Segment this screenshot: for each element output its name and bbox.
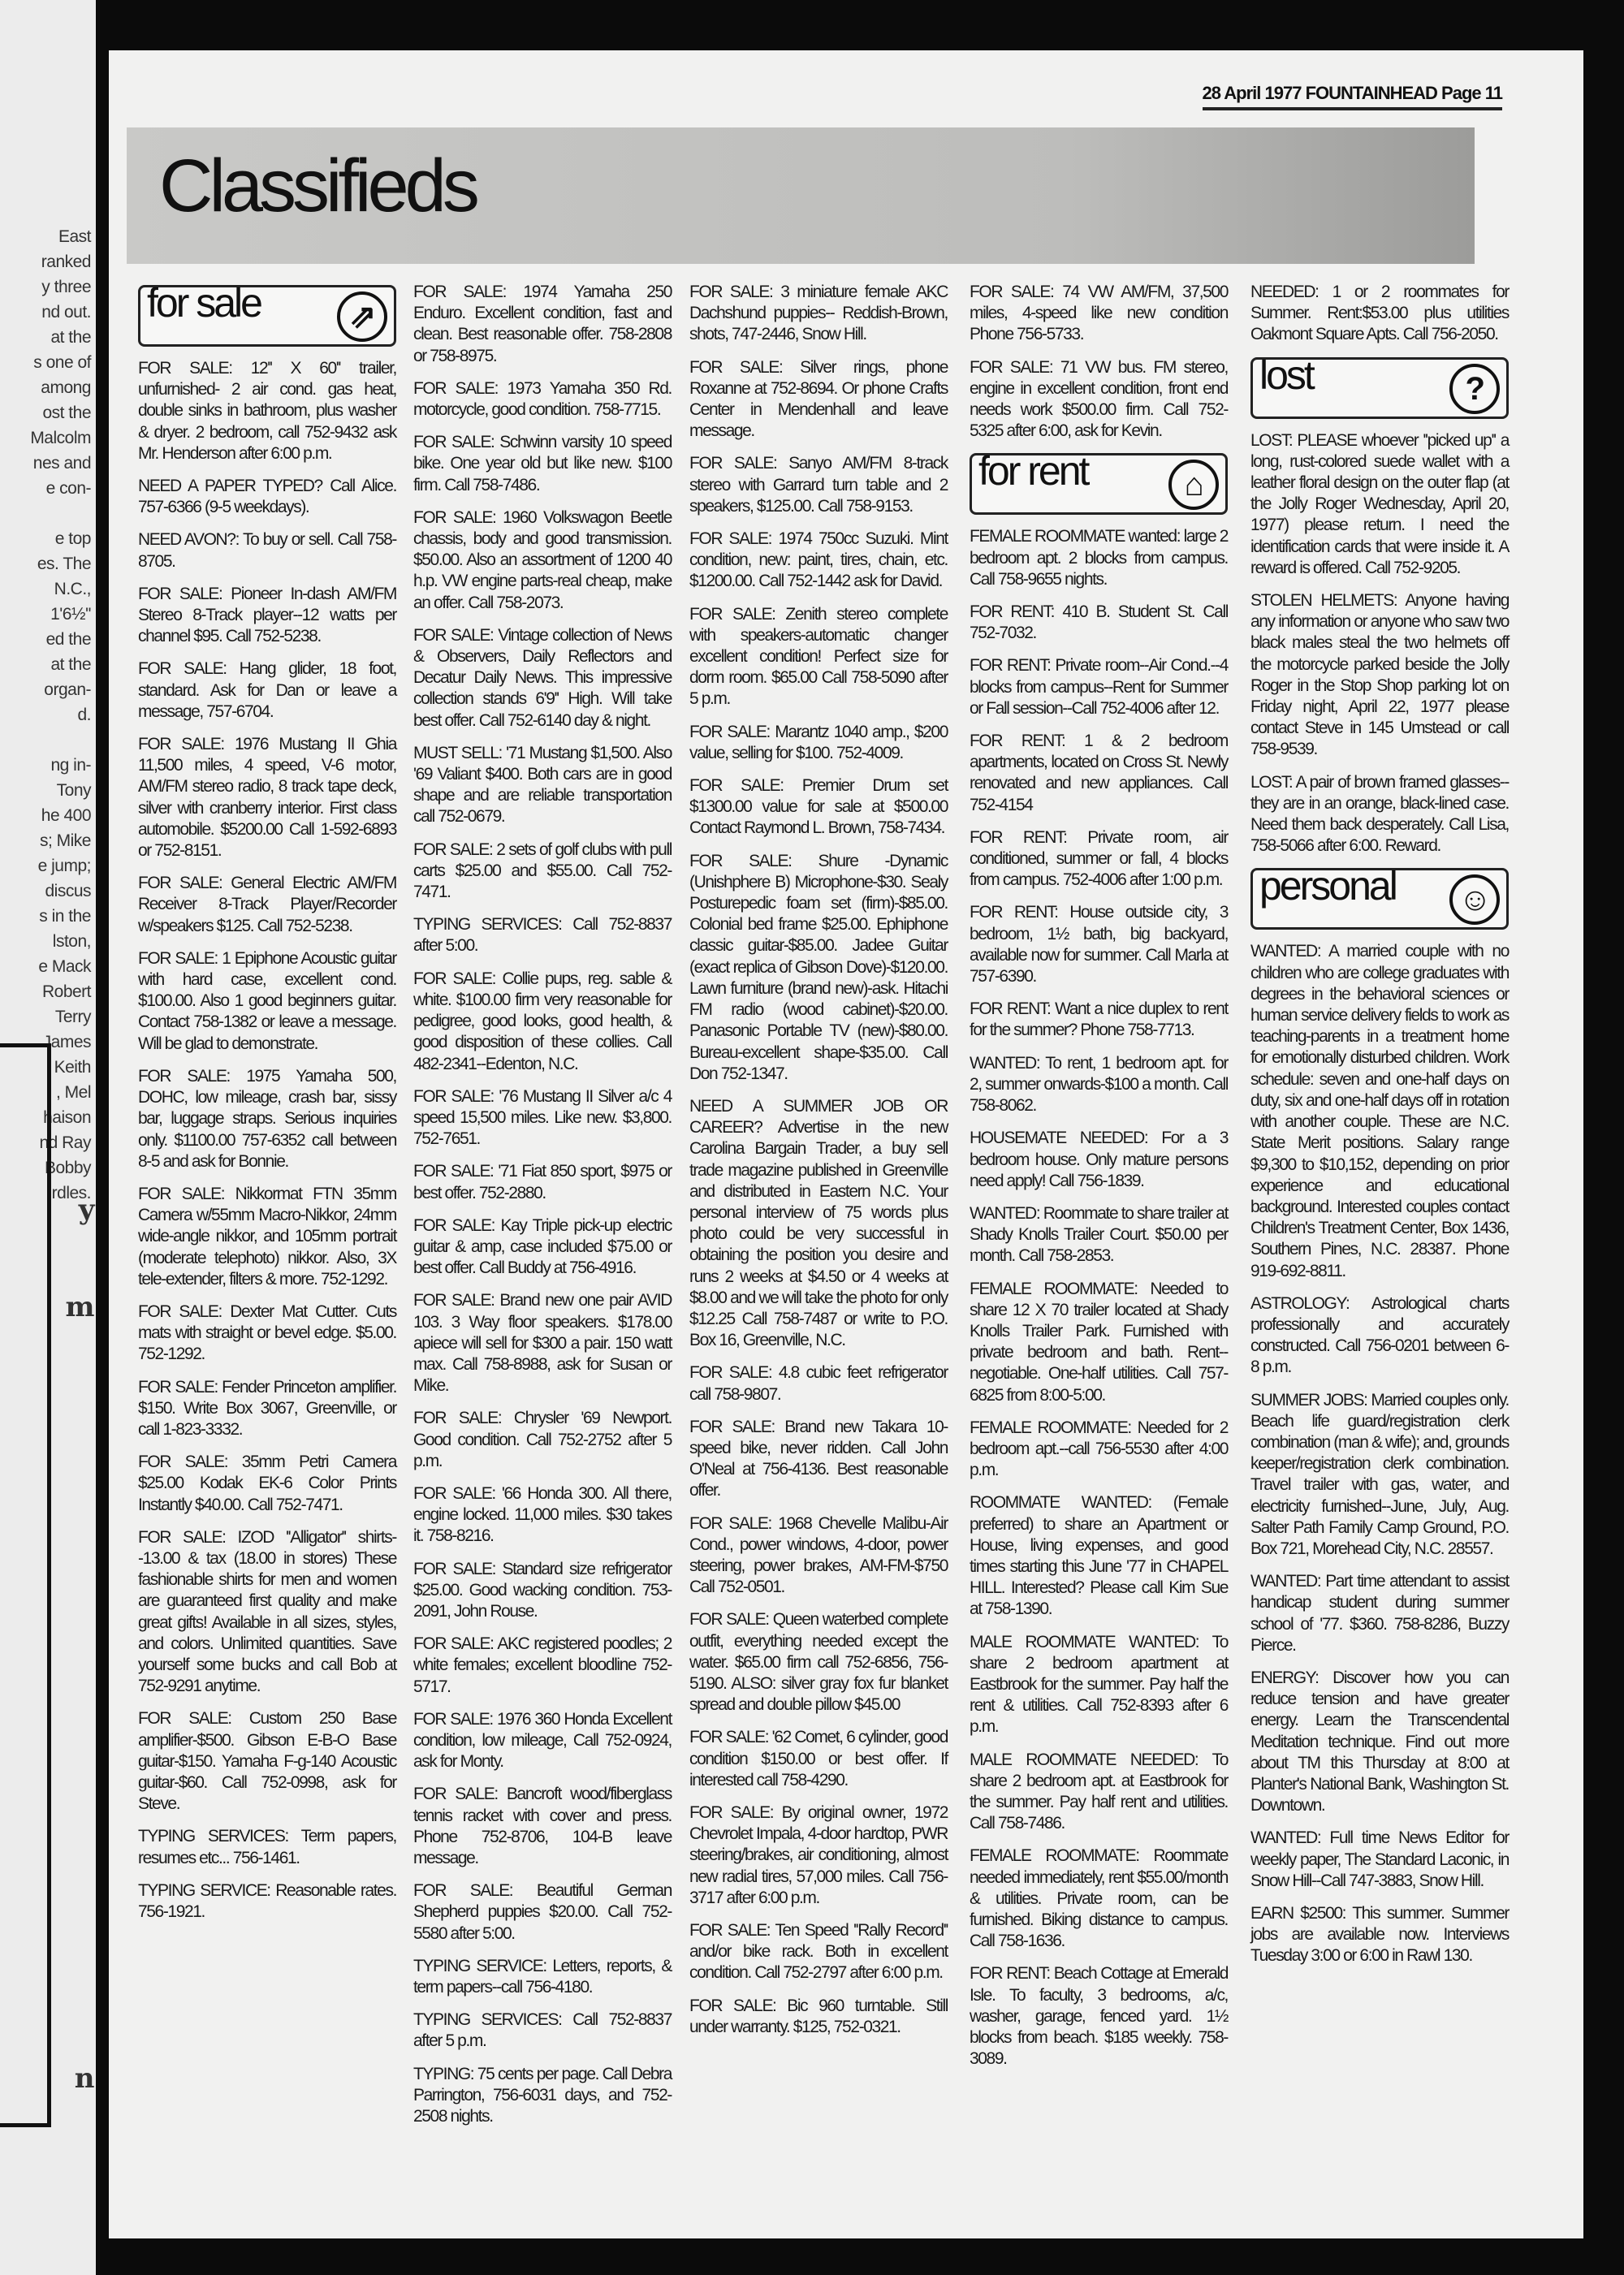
section-header-for-sale — [138, 280, 396, 347]
previous-page-text-fragment: ost the — [42, 404, 91, 422]
previous-page-text-fragment: at the — [50, 328, 91, 347]
classified-ad: TYPING SERVICES: Term papers, resumes etc... 756-1461. — [138, 1827, 396, 1867]
classified-ad: FOR SALE: Brand new one pair AVID 103. 3 Way floor speakers. $178.00 apiece will sell for $300 a pair. 150 watt max. Call 758-8988, ask for Susan or Mike. — [413, 1291, 672, 1396]
classified-ad: HOUSEMATE NEEDED: For a 3 bedroom house. Only mature persons need apply! Call 756-1839. — [970, 1129, 1228, 1190]
classified-ad: FOR SALE: 1973 Yamaha 350 Rd. motorcycle, good condition. 758-7715. — [413, 378, 672, 420]
classified-ad: FOR SALE: 1974 Yamaha 250 Enduro. Excellent condition, fast and clean. Best reasonable offer. 758-2808 or 758-8975. — [413, 283, 672, 365]
classified-ad: FOR SALE: Pioneer In-dash AM/FM Stereo 8-Track player--12 watts per channel $95. Call 752-5238. — [138, 584, 396, 646]
classified-ad: FOR SALE: Beautiful German Shepherd puppies $20.00. Call 752-5580 after 5:00. — [413, 1881, 672, 1943]
classified-ad: FEMALE ROOMMATE: Needed to share 12 X 70 trailer located at Shady Knolls Trailer Park. Furnished with private bedroom and bath. Rent--negotiable. One-half utilities. Call 757-6825 from 8:00-5:00. — [970, 1279, 1228, 1405]
classified-ad: FOR SALE: 3 miniature female AKC Dachshund puppies-- Reddish-Brown, shots, 747-2446, Snow Hill. — [689, 283, 948, 344]
previous-page-text-fragment: es. The — [37, 555, 91, 573]
classified-ad: ASTROLOGY: Astrological charts professionally and accurately constructed. Call 756-0201 between 6-8 p.m. — [1250, 1293, 1509, 1377]
classified-ad: ENERGY: Discover how you can reduce tension and have greater energy. Learn the Transcendental Meditation technique. Find out more about TM this Thursday at 8:00 at Planter's National Bank, Washington St. Downtown. — [1250, 1668, 1509, 1815]
previous-page-headline-fragment: n — [74, 2062, 94, 2095]
classified-ad: STOLEN HELMETS: Anyone having any information or anyone who saw two black males steal the two helmets off the motorcycle parked beside the Jolly Roger in the Stop Shop parking lot on Friday night, April 22, 1977 please contact Steve in 145 Umstead or call 758-9539. — [1250, 591, 1509, 759]
section-label: personal — [1259, 863, 1396, 909]
previous-page-text-fragment: s one of — [33, 353, 91, 372]
previous-page-text-fragment: N.C., — [54, 580, 91, 598]
previous-page-text-fragment: Keith — [54, 1058, 91, 1077]
previous-page-text-fragment: ranked — [41, 253, 91, 271]
classified-ad: FOR SALE: AKC registered poodles; 2 white females; excellent bloodline 752-5717. — [413, 1634, 672, 1696]
classified-ad: FOR SALE: 1 Epiphone Acoustic guitar with hard case, excellent cond. $100.00. Also 1 good beginners guitar. Contact 758-1382 or leave a message. Will be glad to demonstrate. — [138, 948, 396, 1053]
classified-ad: LOST: PLEASE whoever ''picked up'' a long, rust-colored suede wallet with a leather floral design on the outer flap (at the Jolly Roger Wednesday, April 20, 1977) please return. I need the identification cards that were inside it. A reward is offered. Call 752-9205. — [1250, 430, 1509, 577]
previous-page-text-fragment: discus — [45, 882, 91, 900]
previous-page-edge — [0, 0, 96, 2275]
previous-page-text-fragment: James — [42, 1033, 91, 1051]
classified-ad: FOR SALE: 1968 Chevelle Malibu-Air Cond., power windows, 4-door, power steering, power brakes, AM-FM-$750 Call 752-0501. — [689, 1513, 948, 1597]
column-4 — [970, 282, 1228, 2081]
previous-page-text-fragment: y three — [41, 278, 91, 296]
previous-page-headline-fragment: m — [65, 1291, 94, 1323]
classified-ad: WANTED: To rent, 1 bedroom apt. for 2, summer onwards-$100 a month. Call 758-8062. — [970, 1053, 1228, 1116]
classified-ad: TYPING SERVICE: Reasonable rates. 756-1921. — [138, 1880, 396, 1921]
classified-ad: NEEDED: 1 or 2 roommates for Summer. Rent:$53.00 plus utilities Oakmont Square Apts. Call 756-2050. — [1250, 283, 1509, 344]
previous-page-text-fragment: ng in- — [50, 756, 91, 775]
classified-ad: FOR SALE: Kay Triple pick-up electric guitar & amp, case included $75.00 or best offer. Call Buddy at 756-4916. — [413, 1215, 672, 1278]
classified-ad: FOR SALE: Vintage collection of News & Observers, Daily Reflectors and Decatur Daily News. This impressive collection stands 6'9'' High. Will take best offer. Call 752-6140 day & night. — [413, 625, 672, 730]
classified-ad: TYPING SERVICES: Call 752-8837 after 5:00. — [413, 915, 672, 956]
column-1 — [138, 282, 396, 1934]
previous-page-text-fragment: , Mel — [55, 1083, 91, 1102]
column-3 — [689, 282, 948, 2049]
classified-ad: FEMALE ROOMMATE wanted: large 2 bedroom apt. 2 blocks from campus. Call 758-9655 nights. — [970, 527, 1228, 589]
previous-page-text-fragment: nes and — [32, 454, 91, 473]
previous-page-headline-fragment: y — [78, 1194, 94, 1226]
classified-ad: LOST: A pair of brown framed glasses--they are in an orange, black-lined case. Need them back desperately. Call Lisa, 758-5066 after 6:00. Reward. — [1250, 772, 1509, 856]
previous-page-text-fragment: s; Mike — [39, 831, 91, 850]
classified-ad: WANTED: Roommate to share trailer at Shady Knolls Trailer Court. $50.00 per month. Call 758-2853. — [970, 1203, 1228, 1266]
classified-ad: FOR SALE: Brand new Takara 10-speed bike, never ridden. Call John O'Neal at 756-4136. Best reasonable offer. — [689, 1417, 948, 1500]
classified-ad: WANTED: Part time attendant to assist handicap student during summer school of '77. $360. 758-8286, Buzzy Pierce. — [1250, 1572, 1509, 1655]
classified-ad: FOR SALE: 1960 Volkswagon Beetle chassis, body and good transmission. $50.00. Also an assortment of 1200 40 h.p. VW engine parts-real cheap, make an offer. Call 758-2073. — [413, 507, 672, 612]
classified-ad: FOR RENT: Private room--Air Cond.--4 blocks from campus--Rent for Summer or Fall session--Call 752-4006 after 12. — [970, 656, 1228, 718]
previous-page-text-fragment: organ- — [44, 680, 91, 699]
classified-ad: TYPING: 75 cents per page. Call Debra Parrington, 756-6031 days, and 752-2508 nights. — [413, 2064, 672, 2126]
previous-page-text-fragment: Tony — [56, 781, 91, 800]
previous-page-text-fragment: e top — [54, 529, 91, 548]
classified-ad: FOR RENT: House outside city, 3 bedroom, 1½ bath, big backyard, available now for summer. Call Marla at 757-6390. — [970, 903, 1228, 986]
previous-page-text-fragment: Terry — [54, 1008, 91, 1026]
classified-ad: MALE ROOMMATE WANTED: To share 2 bedroom apartment at Eastbrook for the summer. Pay half the rent & utilities. Call 752-8393 after 6 p.m. — [970, 1632, 1228, 1737]
previous-page-text-fragment: rdles. — [51, 1184, 91, 1202]
classified-ad: NEED AVON?: To buy or sell. Call 758-8705. — [138, 530, 396, 571]
classified-ad: FOR SALE: 2 sets of golf clubs with pull carts $25.00 and $55.00. Call 752-7471. — [413, 840, 672, 902]
classified-ad: FEMALE ROOMMATE: Needed for 2 bedroom apt.--call 756-5530 after 4:00 p.m. — [970, 1418, 1228, 1480]
previous-page-text-fragment: Robert — [41, 982, 91, 1001]
classified-ad: FOR SALE: '66 Honda 300. All there, engine locked. 11,000 miles. $30 takes it. 758-8216. — [413, 1483, 672, 1546]
classified-ad: FOR RENT: Beach Cottage at Emerald Isle. To faculty, 3 bedrooms, a/c, washer, garage, fenced yard. 1½ blocks from beach. $185 weekly. 758-3089. — [970, 1964, 1228, 2069]
classified-ad: FOR SALE: Zenith stereo complete with speakers-automatic changer excellent condition! Perfect size for dorm room. $65.00 Call 758-5090 after 5 p.m. — [689, 604, 948, 709]
classified-ad: WANTED: A married couple with no children who are college graduates with degrees in the behavioral sciences or human service delivery fields to work as teaching-parents in a treatment home for emotionally disturbed children. Work schedule: seven and one-half days on duty, six and one-half days off in rotation with another couple. These are N.C. State Merit positions. Salary range $9,300 to $10,152, depending on prior experience and educational background. Interested couples contact Children's Treatment Center, Box 1436, Southern Pines, N.C. 28387. Phone 919-692-8811. — [1250, 942, 1509, 1280]
classified-ad: FOR SALE: '71 Fiat 850 sport, $975 or best offer. 752-2880. — [413, 1162, 672, 1202]
classified-ad: FOR SALE: 35mm Petri Camera $25.00 Kodak EK-6 Color Prints Instantly $40.00. Call 752-7471. — [138, 1453, 396, 1514]
previous-page-text-fragment: Malcolm — [30, 429, 91, 447]
section-label: for rent — [978, 448, 1088, 494]
classified-ad: FOR SALE: Custom 250 Base amplifier-$500. Gibson E-B-O Base guitar-$150. Yamaha F-g-140 Acoustic guitar-$60. Call 752-0998, ask for Steve. — [138, 1709, 396, 1814]
classified-ad: FOR SALE: 71 VW bus. FM stereo, engine in excellent condition, front end needs work $500.00 firm. Call 752-5325 after 6:00, ask for Kevin. — [970, 357, 1228, 441]
section-header-lost — [1250, 352, 1509, 419]
classified-ad: FOR SALE: 12'' X 60'' trailer, unfurnished- 2 air cond. gas heat, double sinks in bathroom, plus washer & dryer. 2 bedroom, call 752-9432 ask Mr. Henderson after 6:00 p.m. — [138, 359, 396, 463]
classified-ad: FOR SALE: 1974 750cc Suzuki. Mint condition, new: paint, tires, chain, etc. $1200.00. Call 752-1442 ask for David. — [689, 529, 948, 591]
classified-ad: FOR SALE: Bic 960 turntable. Still under warranty. $125, 752-0321. — [689, 1996, 948, 2036]
previous-page-text-fragment: lston, — [52, 932, 91, 951]
classified-ad: WANTED: Full time News Editor for weekly paper, The Standard Laconic, in Snow Hill--Call 747-3883, Snow Hill. — [1250, 1828, 1509, 1890]
newspaper-page — [109, 50, 1583, 2238]
previous-page-box-rule — [0, 1043, 51, 2127]
classified-ad: FOR RENT: Want a nice duplex to rent for the summer? Phone 758-7713. — [970, 999, 1228, 1040]
classified-ad: FOR SALE: Silver rings, phone Roxanne at 752-8694. Or phone Crafts Center in Mendenhall and leave message. — [689, 357, 948, 441]
classified-ad: TYPING SERVICE: Letters, reports, & term papers--call 756-4180. — [413, 1956, 672, 1997]
classified-ad: FOR SALE: 1975 Yamaha 500, DOHC, low mileage, crash bar, sissy bar, luggage straps. Serious inquiries only. $1100.00 757-6352 call between 8-5 and ask for Bonnie. — [138, 1066, 396, 1171]
classified-ad: FOR SALE: Fender Princeton amplifier. $150. Write Box 3067, Greenville, or call 1-823-3332. — [138, 1377, 396, 1439]
classified-ad: FOR SALE: '62 Comet, 6 cylinder, good condition $150.00 or best offer. If interested call 758-4290. — [689, 1728, 948, 1789]
classified-ad: NEED A PAPER TYPED? Call Alice. 757-6366 (9-5 weekdays). — [138, 477, 396, 517]
classified-ad: FOR SALE: By original owner, 1972 Chevrolet Impala, 4-door hardtop, PWR steering/brakes, air conditioning, almost new radial tires, 57,000 miles. Call 756-3717 after 6:00 p.m. — [689, 1803, 948, 1907]
page-title: Classifieds — [159, 145, 476, 227]
column-5 — [1250, 282, 1509, 1979]
section-label: for sale — [147, 280, 261, 326]
previous-page-text-fragment: at the — [50, 655, 91, 674]
section-header-personal — [1250, 863, 1509, 930]
classified-ad: FOR SALE: Premier Drum set $1300.00 value for sale at $500.00 Contact Raymond L. Brown, 758-7434. — [689, 776, 948, 838]
classified-ad: FOR SALE: Hang glider, 18 foot, standard. Ask for Dan or leave a message, 757-6704. — [138, 659, 396, 721]
classified-ad: FOR SALE: Dexter Mat Cutter. Cuts mats with straight or bevel edge. $5.00. 752-1292. — [138, 1302, 396, 1364]
classifieds-banner — [127, 127, 1475, 264]
classified-ad: FOR SALE: Schwinn varsity 10 speed bike. One year old but like new. $100 firm. Call 758-7486. — [413, 433, 672, 494]
classified-ad: FOR RENT: 410 B. Student St. Call 752-7032. — [970, 602, 1228, 643]
previous-page-text-fragment: nd out. — [41, 303, 91, 322]
classified-ad: FOR SALE: 1976 360 Honda Excellent condition, low mileage, Call 752-0924, ask for Monty. — [413, 1709, 672, 1772]
previous-page-text-fragment: d. — [77, 706, 91, 724]
classified-ad: NEED A SUMMER JOB OR CAREER? Advertise in the new Carolina Bargain Trader, a buy sell trade magazine published in Greenville and distributed in Eastern N.C. Your personal interview of 75 words plus photo could be very successful in obtaining the position you desire and runs 2 weeks at $4.50 or 4 weeks at $8.00 and we will take the photo for only $12.25 Call 758-7487 or write to P.O. Box 16, Greenville, N.C. — [689, 1096, 948, 1350]
classified-ad: FOR SALE: Bancroft wood/fiberglass tennis racket with cover and press. Phone 752-8706, 104-B leave message. — [413, 1785, 672, 1867]
previous-page-text-fragment: e jump; — [37, 857, 91, 875]
classified-ad: FOR SALE: 74 VW AM/FM, 37,500 miles, 4-speed like new condition Phone 756-5733. — [970, 283, 1228, 344]
section-label: lost — [1259, 352, 1313, 398]
classified-ad: FOR SALE: Marantz 1040 amp., $200 value, selling for $100. 752-4009. — [689, 722, 948, 762]
classified-ad: TYPING SERVICES: Call 752-8837 after 5 p.m. — [413, 2010, 672, 2051]
previous-page-text-fragment: e con- — [45, 479, 91, 498]
classified-ad: FOR SALE: Queen waterbed complete outfit, everything needed except the water. $65.00 firm call 752-6856, 756-5190. ALSO: silver gray fox fur blanket spread and double pillow $45.00 — [689, 1610, 948, 1715]
previous-page-text-fragment: haison — [43, 1108, 91, 1127]
person-icon: ☺ — [1449, 874, 1500, 925]
classified-ad: FOR SALE: Collie pups, reg. sable & white. $100.00 firm very reasonable for pedigree, good looks, good health, & good disposition of these collies. Call 482-2341--Edenton, N.C. — [413, 969, 672, 1073]
classified-ad: ROOMMATE WANTED: (Female preferred) to share an Apartment or House, living expenses, and good times starting this June '77 in CHAPEL HILL. Interested? Please call Kim Sue at 758-1390. — [970, 1493, 1228, 1619]
house-icon: ⌂ — [1168, 460, 1219, 510]
classified-ad: FEMALE ROOMMATE: Roommate needed immediately, rent $55.00/month & utilities. Private room, can be furnished. Biking distance to campus. Call 758-1636. — [970, 1846, 1228, 1951]
previous-page-text-fragment: he 400 — [41, 806, 91, 825]
classified-ad: FOR SALE: 1976 Mustang II Ghia 11,500 miles, 4 speed, V-6 motor, AM/FM stereo radio, 8 track tape deck, silver with cranberry interior. First class automobile. $5200.00 Call 1-592-6893 or 752-8151. — [138, 735, 396, 861]
previous-page-text-fragment: 1'6½'' — [50, 605, 91, 624]
classified-ad: FOR SALE: Sanyo AM/FM 8-track stereo with Garrard turn table and 2 speakers, $125.00. Call 758-9153. — [689, 454, 948, 516]
classified-ad: FOR SALE: Ten Speed ''Rally Record'' and/or bike rack. Both in excellent condition. Call 752-2797 after 6:00 p.m. — [689, 1921, 948, 1983]
previous-page-text-fragment: s in the — [39, 907, 91, 926]
previous-page-text-fragment: East — [58, 227, 91, 246]
classified-ad: FOR RENT: 1 & 2 bedroom apartments, located on Cross St. Newly renovated and new appliances. Call 752-4154 — [970, 732, 1228, 814]
classified-ad: FOR SALE: Chrysler '69 Newport. Good condition. Call 752-2752 after 5 p.m. — [413, 1409, 672, 1470]
classified-ad: EARN $2500: This summer. Summer jobs are available now. Interviews Tuesday 3:00 or 6:00 in Rawl 130. — [1250, 1904, 1509, 1966]
question-mark-icon: ? — [1449, 364, 1500, 414]
section-header-for-rent — [970, 448, 1228, 515]
previous-page-text-fragment: e Mack — [38, 957, 91, 976]
classified-ad: MUST SELL: '71 Mustang $1,500. Also '69 Valiant $400. Both cars are in good shape and are reliable transportation call 752-0679. — [413, 743, 672, 827]
previous-page-text-fragment: Bobby — [44, 1159, 91, 1177]
classified-ad: FOR SALE: Shure -Dynamic (Unishphere B) Microphone-$30. Sealy Posturepedic foam set (firm)-$85.00. Colonial bed frame $25.00. Ephiphone classic guitar-$85.00. Jadee Guitar (exact replica of Gibson Dove)-$120.00. Lawn furniture (brand new)-ask. Hitachi FM radio (wood cabinet)-$20.00. Panasonic Portable TV (new)-$80.00. Bureau-excellent shape-$35.00. Call Don 752-1347. — [689, 851, 948, 1083]
previous-page-text-fragment: ed the — [45, 630, 91, 649]
column-2 — [413, 282, 672, 2139]
classified-ad: FOR SALE: IZOD ''Alligator'' shirts--13.00 & tax (18.00 in stores) These fashionable shirts for men and women are guaranteed first quality and make great gifts! Available in all sizes, styles, and colors. Unlimited quantities. Save yourself some bucks and call Bob at 752-9291 anytime. — [138, 1527, 396, 1696]
classified-ad: MALE ROOMMATE NEEDED: To share 2 bedroom apt. at Eastbrook for the summer. Pay half rent and utilities. Call 758-7486. — [970, 1750, 1228, 1833]
classified-ad: FOR SALE: 4.8 cubic feet refrigerator call 758-9807. — [689, 1363, 948, 1404]
classified-ad: FOR SALE: '76 Mustang II Silver a/c 4 speed 15,500 miles. Like new. $3,800. 752-7651. — [413, 1086, 672, 1149]
previous-page-text-fragment: nd Ray — [39, 1133, 91, 1152]
tag-arrow-icon: ⇗ — [337, 291, 387, 342]
classified-ad: FOR SALE: Nikkormat FTN 35mm Camera w/55mm Macro-Nikkor, 24mm wide-angle nikkor, and 105mm portrait (moderate telephoto) nikkor. Also, 3X tele-extender, filters & more. 752-1292. — [138, 1184, 396, 1289]
page-folio: 28 April 1977 FOUNTAINHEAD Page 11 — [1203, 83, 1502, 110]
classified-ad: FOR SALE: Standard size refrigerator $25.00. Good wacking condition. 753-2091, John Rouse. — [413, 1559, 672, 1621]
classified-ad: FOR RENT: Private room, air conditioned, summer or fall, 4 blocks from campus. 752-4006 after 1:00 p.m. — [970, 827, 1228, 890]
classified-ad: SUMMER JOBS: Married couples only. Beach life guard/registration clerk combination (man & wife); and, grounds keeper/registration clerk combination. Travel trailer with gas, water, and electricity furnished--June, July, Aug. Salter Path Family Camp Ground, P.O. Box 721, Morehead City, N.C. 28557. — [1250, 1390, 1509, 1558]
previous-page-text-fragment: among — [41, 378, 91, 397]
classified-ad: FOR SALE: General Electric AM/FM Receiver 8-Track Player/Recorder w/speakers $125. Call 752-5238. — [138, 874, 396, 935]
